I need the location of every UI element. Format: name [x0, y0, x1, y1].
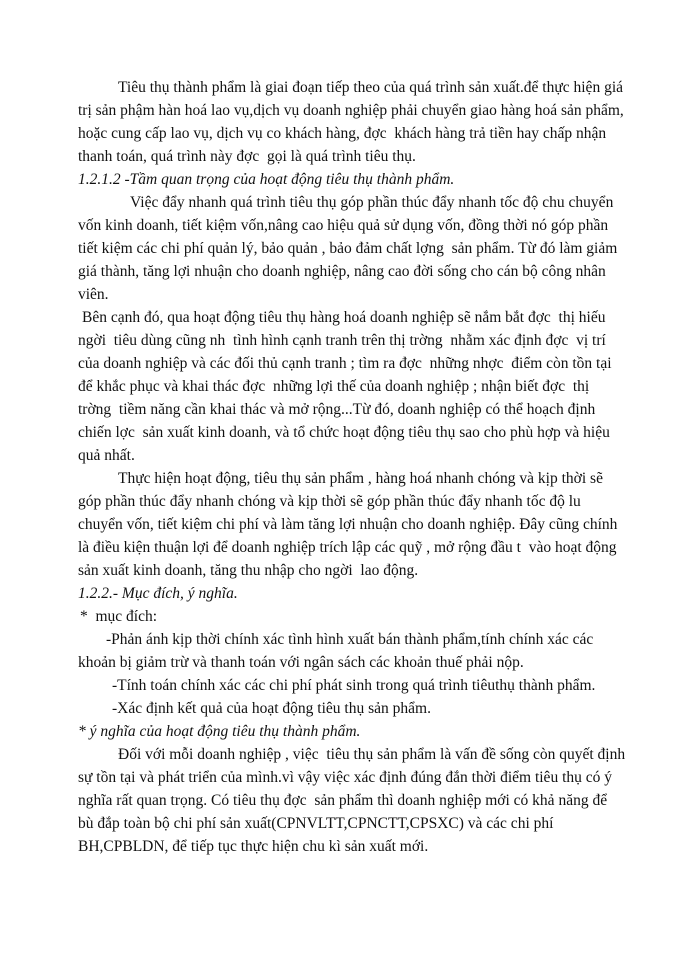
section-heading-meaning: * ý nghĩa của hoạt động tiêu thụ thành phẩm. [78, 723, 361, 740]
text-line: góp phần thúc đẩy nhanh chóng và kịp thời sẽ góp phần thúc đẩy nhanh tốc độ lu [78, 493, 581, 510]
text-line: quả nhất. [78, 447, 135, 464]
list-item-continuation: khoản bị giảm trừ và thanh toán với ngân sách các khoản thuế phải nộp. [78, 654, 524, 671]
text-line: để khắc phục và khai thác đợc những lợi thế của doanh nghiệp ; nhận biết đợc thị [78, 378, 590, 395]
list-item: -Xác định kết quả của hoạt động tiêu thụ sản phẩm. [112, 700, 431, 717]
text-line: Đối với mỗi doanh nghiệp , việc tiêu thụ sản phẩm là vấn đề sống còn quyết định [118, 746, 626, 763]
section-heading-importance: 1.2.1.2 -Tầm quan trọng của hoạt động tiêu thụ thành phẩm. [78, 171, 455, 188]
text-line: chiến lợc sản xuất kinh doanh, và tổ chức hoạt động tiêu thụ sao cho phù hợp và hiệu [78, 424, 610, 441]
text-line: hoặc cung cấp lao vụ, dịch vụ co khách hàng, đợc khách hàng trả tiền hay chấp nhận [78, 125, 607, 142]
text-line: chuyển vốn, tiết kiệm chi phí và làm tăng lợi nhuận cho doanh nghiệp. Đây cũng chính [78, 516, 618, 533]
text-line: Thực hiện hoạt động, tiêu thụ sản phẩm , hàng hoá nhanh chóng và kịp thời sẽ [118, 470, 603, 487]
text-line: trờng tiềm năng cần khai thác và mở rộng...Từ đó, doanh nghiệp có thể hoạch định [78, 401, 596, 418]
text-line: ngời tiêu dùng cũng nh tình hình cạnh tranh trên thị trờng nhằm xác định đợc vị trí [78, 332, 606, 349]
text-line: Bên cạnh đó, qua hoạt động tiêu thụ hàng hoá doanh nghiệp sẽ nắm bắt đợc thị hiếu [82, 309, 606, 326]
text-line: bù đắp toàn bộ chi phí sản xuất(CPNVLTT,CPNCTT,CPSXC) và các chi phí [78, 815, 554, 832]
text-line: Việc đẩy nhanh quá trình tiêu thụ góp phần thúc đẩy nhanh tốc độ chu chuyển [130, 194, 614, 211]
text-line: trị sản phậm hàn hoá lao vụ,dịch vụ doanh nghiệp phải chuyển giao hàng hoá sản phẩm, [78, 102, 624, 119]
section-heading-purpose: 1.2.2.- Mục đích, ý nghĩa. [78, 585, 238, 602]
text-line: của doanh nghiệp và các đối thủ cạnh tranh ; tìm ra đợc những nhợc điểm còn tồn tại [78, 355, 612, 372]
text-line: là điều kiện thuận lợi để doanh nghiệp trích lập các quỹ , mở rộng đầu t vào hoạt động [78, 539, 617, 556]
text-line: sự tồn tại và phát triển của mình.vì vậy việc xác định đúng đắn thời điểm tiêu thụ có ý [78, 769, 613, 786]
text-line: nghĩa rất quan trọng. Có tiêu thụ đợc sản phẩm thì doanh nghiệp mới có khả năng để [78, 792, 608, 809]
text-line: viên. [78, 286, 109, 303]
list-item: -Phản ánh kịp thời chính xác tình hình xuất bán thành phẩm,tính chính xác các [106, 631, 594, 648]
list-item: -Tính toán chính xác các chi phí phát sinh trong quá trình tiêuthụ thành phẩm. [112, 677, 596, 694]
text-line: giá thành, tăng lợi nhuận cho doanh nghiệp, nâng cao đời sống cho cán bộ công nhân [78, 263, 606, 280]
text-line: tiết kiệm các chi phí quản lý, bảo quản , bảo đảm chất lợng sản phẩm. Từ đó làm giảm [78, 240, 618, 257]
purpose-bullet-label: * mục đích: [80, 608, 158, 625]
text-line: BH,CPBLDN, để tiếp tục thực hiện chu kì sản xuất mới. [78, 838, 429, 855]
text-line: vốn kinh doanh, tiết kiệm vốn,nâng cao hiệu quả sử dụng vốn, đồng thời nó góp phần [78, 217, 609, 234]
text-line: Tiêu thụ thành phẩm là giai đoạn tiếp theo của quá trình sản xuất.để thực hiện giá [118, 79, 623, 96]
text-line: sản xuất kinh doanh, tăng thu nhập cho ngời lao động. [78, 562, 419, 579]
text-line: thanh toán, quá trình này đợc gọi là quá trình tiêu thụ. [78, 148, 416, 165]
